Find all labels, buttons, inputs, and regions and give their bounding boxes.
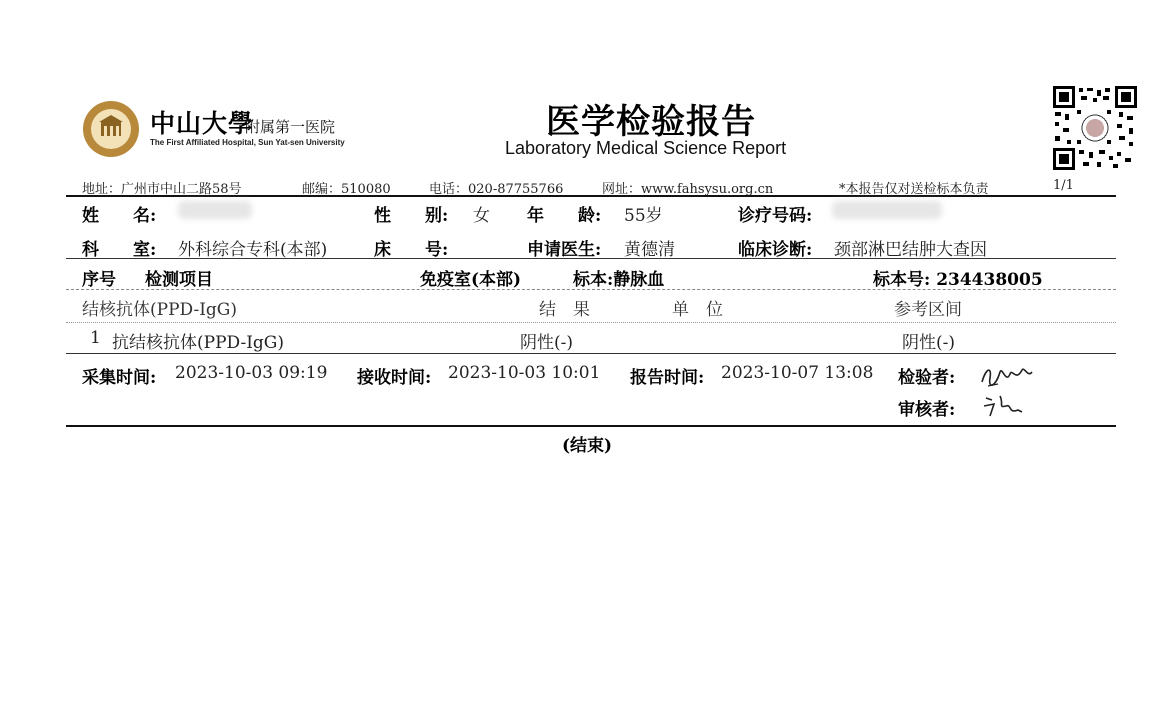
phone-text: 电话：020-87755766 <box>429 182 564 197</box>
hospital-english-name: The First Affiliated Hospital, Sun Yat-sen University <box>150 138 345 147</box>
name-label: 姓 名: <box>82 206 157 226</box>
bed-label: 床 号: <box>374 240 449 260</box>
report-time-label: 报告时间: <box>630 368 705 388</box>
end-marker: (结束) <box>562 436 613 456</box>
sequence-header: 序号 <box>82 270 116 290</box>
gender-value: 女 <box>473 206 490 226</box>
lab-name: 免疫室(本部) <box>420 270 522 290</box>
clinic-number-label: 诊疗号码: <box>738 206 813 226</box>
test-group-name: 结核抗体(PPD-IgG) <box>82 300 238 320</box>
report-title-cn: 医学检验报告 <box>546 102 756 142</box>
name-redacted <box>178 201 252 219</box>
specimen-type: 标本:静脉血 <box>573 270 665 290</box>
divider-top <box>66 195 1116 197</box>
qr-code <box>1053 86 1137 170</box>
receive-time-label: 接收时间: <box>357 368 432 388</box>
reviewer-signature <box>978 390 1028 420</box>
doctor-value: 黄德清 <box>624 240 675 260</box>
address-text: 地址：广州市中山二路58号 <box>82 182 242 197</box>
divider-bottom <box>66 425 1116 427</box>
divider-table-header <box>66 322 1116 323</box>
age-value: 55岁 <box>624 206 663 226</box>
result-test-name: 抗结核抗体(PPD-IgG) <box>112 333 285 353</box>
receive-time-value: 2023-10-03 10:01 <box>448 363 601 383</box>
page-number: 1/1 <box>1053 178 1074 193</box>
hospital-seal-logo <box>82 100 140 158</box>
diagnosis-label: 临床诊断: <box>738 240 813 260</box>
website-link[interactable]: 网址：www.fahsysu.org.cn <box>602 182 774 197</box>
unit-column-header: 单 位 <box>672 300 723 320</box>
age-label: 年 龄: <box>527 206 602 226</box>
postcode-text: 邮编：510080 <box>302 182 391 197</box>
tester-label: 检验者: <box>898 368 956 388</box>
department-label: 科 室: <box>82 240 157 260</box>
divider-patient <box>66 258 1116 259</box>
test-item-header: 检测项目 <box>145 270 213 290</box>
specimen-number: 标本号: 234438005 <box>873 270 1043 290</box>
result-seq: 1 <box>90 328 101 348</box>
clinic-number-redacted <box>832 201 942 219</box>
divider-sample <box>66 289 1116 290</box>
collect-time-label: 采集时间: <box>82 368 157 388</box>
reviewer-label: 审核者: <box>898 400 956 420</box>
result-column-header: 结 果 <box>539 300 590 320</box>
tester-signature <box>976 360 1036 392</box>
doctor-label: 申请医生: <box>527 240 602 260</box>
hospital-suffix: 附属第一医院 <box>245 118 336 136</box>
collect-time-value: 2023-10-03 09:19 <box>175 363 328 383</box>
result-reference: 阴性(-) <box>902 333 956 353</box>
gender-label: 性 别: <box>374 206 449 226</box>
report-disclaimer: *本报告仅对送检标本负责 <box>839 182 989 197</box>
diagnosis-value: 颈部淋巴结肿大查因 <box>834 240 987 260</box>
report-time-value: 2023-10-07 13:08 <box>721 363 874 383</box>
divider-results <box>66 353 1116 354</box>
university-name: 中山大學 <box>150 109 255 138</box>
department-value: 外科综合专科(本部) <box>178 240 328 260</box>
reference-column-header: 参考区间 <box>894 300 962 320</box>
report-title-en: Laboratory Medical Science Report <box>505 138 787 158</box>
result-value: 阴性(-) <box>520 333 574 353</box>
